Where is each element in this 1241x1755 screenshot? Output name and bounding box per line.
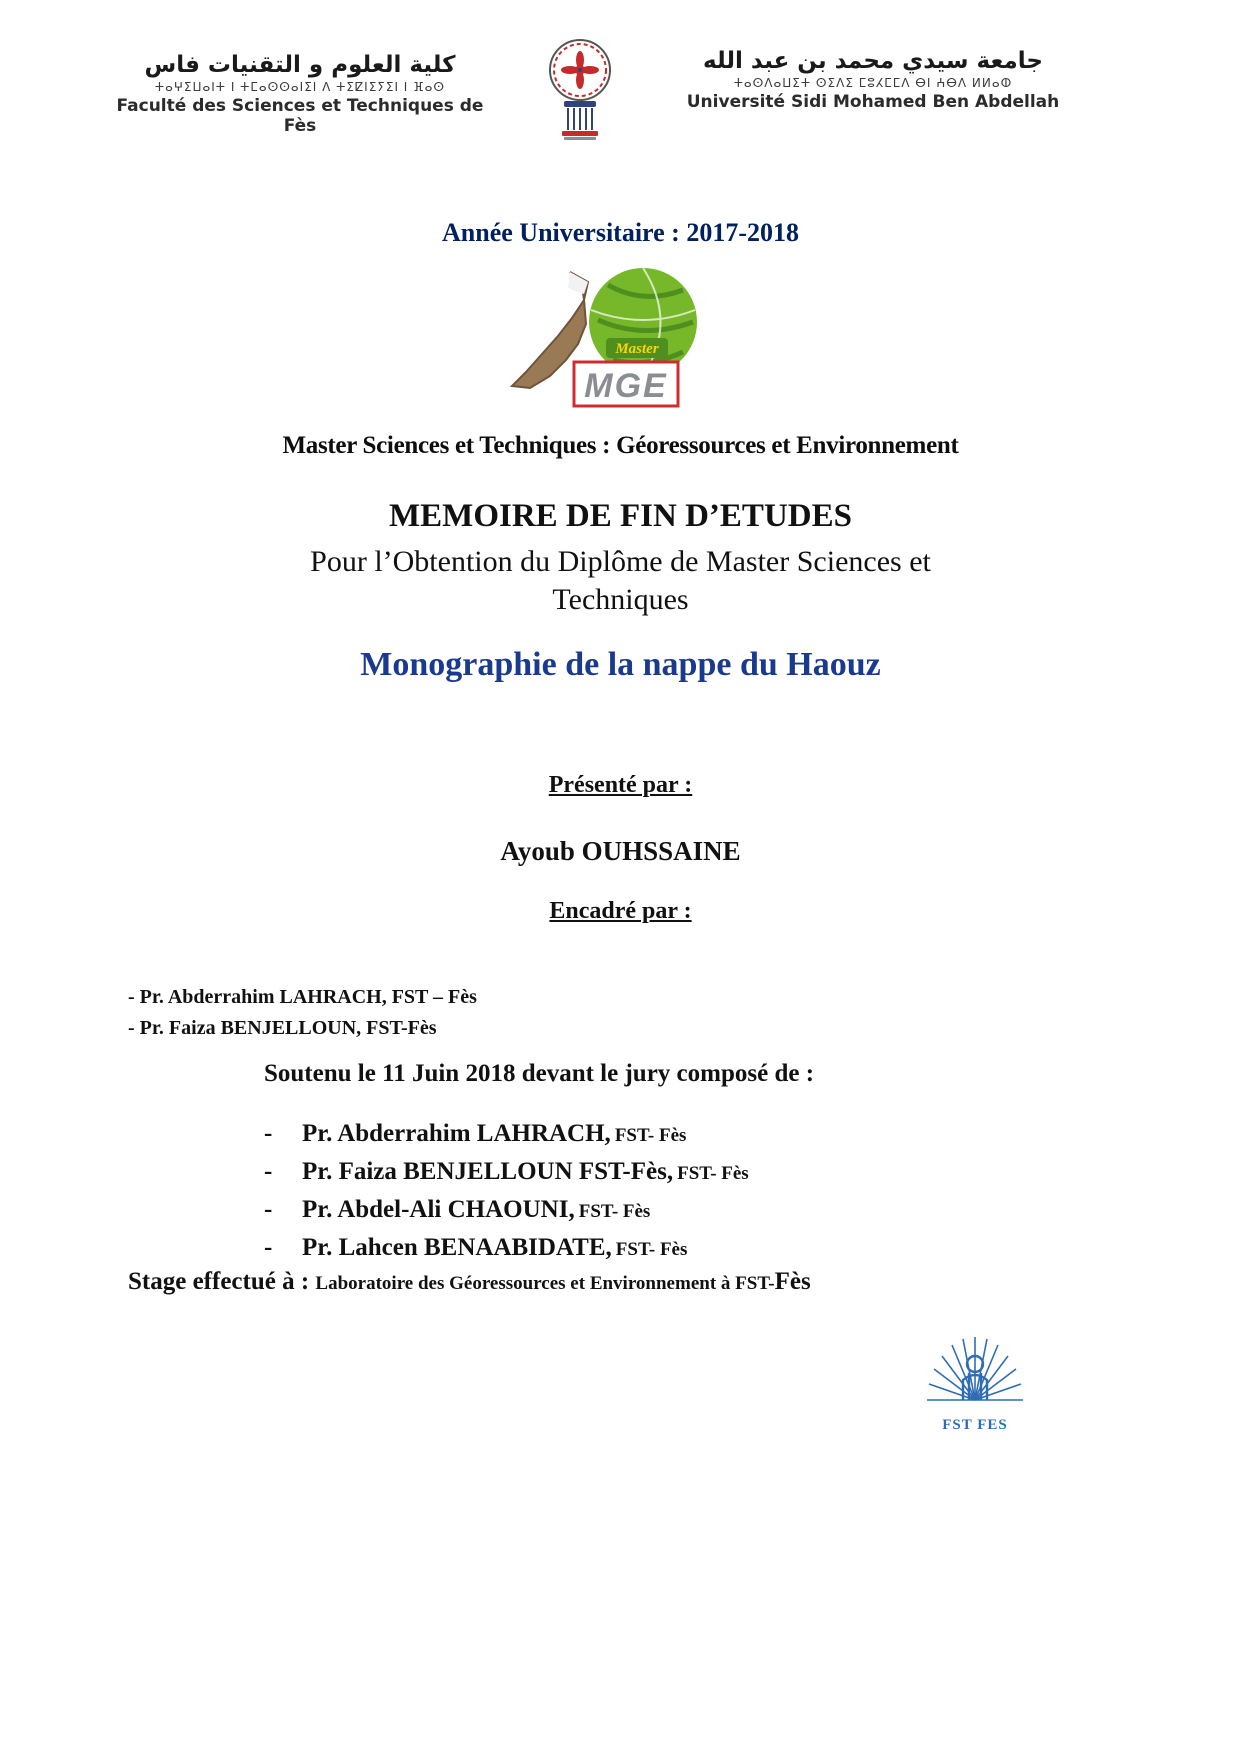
faculty-name-tifinagh: ⵜⴰⵖⵉⵡⴰⵏⵜ ⵏ ⵜⵎⴰⵙⵙⴰⵏⵉⵏ ⴷ ⵜⵉⵇⵏⵉⵢⵉⵏ ⵏ ⴼⴰⵙ (154, 80, 446, 95)
internship-place-suffix: Fès (774, 1268, 811, 1295)
university-header-block (648, 48, 1098, 112)
jury-row (264, 1158, 749, 1186)
university-emblem-icon (534, 38, 626, 142)
purpose-lines (0, 543, 1241, 618)
university-name-tifinagh: ⵜⴰⵙⴷⴰⵡⵉⵜ ⵙⵉⴷⵉ ⵎⵓⵃⵎⵎⴷ ⴱⵏ ⵄⴱⴷ ⵍⵍⴰⵀ (733, 76, 1013, 91)
jury-member-name: Pr. Abdel-Ali CHAOUNI, (302, 1196, 575, 1223)
purpose-line-2: Techniques (552, 582, 689, 616)
university-name-french: Université Sidi Mohamed Ben Abdellah (686, 92, 1060, 113)
mge-logo-icon (478, 260, 763, 420)
defense-line: Soutenu le 11 Juin 2018 devant le jury composé de : (264, 1060, 815, 1087)
university-emblem-logo (534, 38, 626, 147)
master-mge-logo (478, 260, 763, 425)
supervised-by-label: Encadré par : (549, 898, 692, 924)
mge-acronym: MGE (584, 367, 668, 405)
jury-member-affiliation: FST- Fès (615, 1239, 688, 1260)
jury-dash: - (264, 1234, 273, 1261)
presented-by-label: Présenté par : (548, 772, 693, 798)
internship-line (128, 1268, 811, 1296)
jury-dash: - (264, 1120, 273, 1147)
university-name-arabic: جامعة سيدي محمد بن عبد الله (703, 48, 1043, 74)
thesis-title: Monographie de la nappe du Haouz (360, 646, 881, 683)
master-program-title: Master Sciences et Techniques : Géoressources et Environnement (282, 432, 959, 459)
jury-dash: - (264, 1196, 273, 1223)
mge-master-label: Master (615, 341, 659, 357)
jury-dash: - (264, 1158, 273, 1185)
jury-member-affiliation: FST- Fès (578, 1201, 651, 1222)
internship-label: Stage effectué à : (128, 1268, 316, 1295)
faculty-name-arabic: كلية العلوم و التقنيات فاس (144, 52, 456, 78)
faculty-header-block (110, 52, 490, 136)
author-name: Ayoub OUHSSAINE (500, 836, 741, 866)
jury-row (264, 1234, 749, 1262)
internship-place: Laboratoire des Géoressources et Environnement à FST- (315, 1273, 775, 1294)
jury-member-affiliation: FST- Fès (614, 1125, 687, 1146)
jury-row (264, 1196, 749, 1224)
fst-footer-logo (915, 1328, 1035, 1434)
fst-logo-caption: FST FES (942, 1417, 1008, 1433)
jury-list (264, 1120, 749, 1272)
academic-year: Année Universitaire : 2017-2018 (442, 218, 799, 247)
supervisor-item: - Pr. Abderrahim LAHRACH, FST – Fès (128, 986, 477, 1008)
purpose-line-1: Pour l’Obtention du Diplôme de Master Sciences et (310, 545, 931, 578)
faculty-name-french: Faculté des Sciences et Techniques de Fès (116, 96, 484, 137)
supervisor-list (128, 982, 477, 1044)
jury-member-name: Pr. Lahcen BENAABIDATE, (302, 1234, 612, 1261)
document-type-title: MEMOIRE DE FIN D’ETUDES (389, 498, 852, 534)
fst-rays-icon (919, 1328, 1031, 1410)
jury-row (264, 1120, 749, 1148)
jury-member-affiliation: FST- Fès (677, 1163, 749, 1184)
jury-member-name: Pr. Abderrahim LAHRACH, (302, 1120, 611, 1147)
supervisor-item: - Pr. Faiza BENJELLOUN, FST-Fès (128, 1017, 437, 1039)
jury-member-name: Pr. Faiza BENJELLOUN FST-Fès, (302, 1158, 674, 1185)
